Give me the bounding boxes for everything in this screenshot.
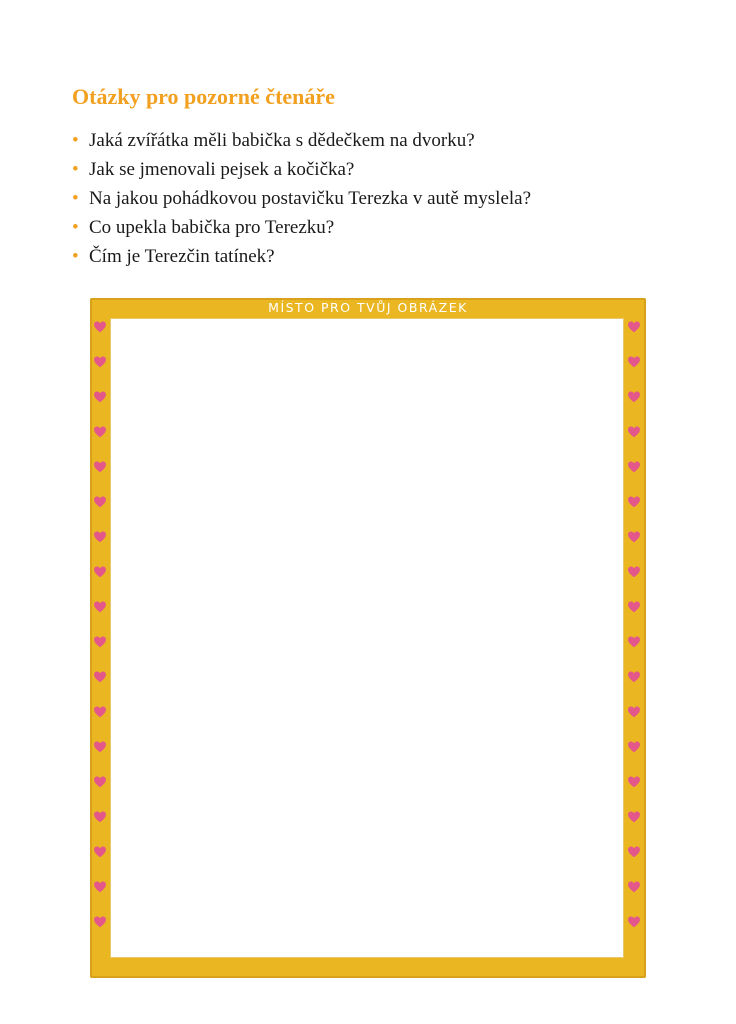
- heart-icon: [93, 355, 107, 369]
- question-text: Jaká zvířátka měli babička s dědečkem na dvorku?: [89, 130, 475, 151]
- heart-icon: [93, 635, 107, 649]
- question-item: [72, 242, 531, 271]
- heart-icon: [93, 495, 107, 509]
- heart-icon: [627, 320, 641, 334]
- heart-icon: [627, 460, 641, 474]
- question-text: Jak se jmenovali pejsek a kočička?: [89, 159, 355, 180]
- question-item: [72, 213, 531, 242]
- hearts-column-right: [624, 320, 644, 950]
- question-text: Čím je Terezčin tatínek?: [89, 246, 275, 267]
- frame-label: MÍSTO PRO TVŮJ OBRÁZEK: [268, 300, 468, 315]
- drawing-frame: [90, 298, 646, 978]
- bullet-icon: •: [72, 246, 79, 267]
- heart-icon: [93, 600, 107, 614]
- heart-icon: [93, 740, 107, 754]
- heart-icon: [627, 495, 641, 509]
- bullet-icon: •: [72, 188, 79, 209]
- question-list: [72, 126, 531, 271]
- heart-icon: [627, 530, 641, 544]
- heart-icon: [93, 565, 107, 579]
- heart-icon: [93, 845, 107, 859]
- heart-icon: [627, 670, 641, 684]
- heart-icon: [627, 565, 641, 579]
- heart-icon: [627, 915, 641, 929]
- heart-icon: [627, 425, 641, 439]
- heart-icon: [93, 460, 107, 474]
- heart-icon: [93, 705, 107, 719]
- heart-icon: [93, 810, 107, 824]
- heart-icon: [627, 705, 641, 719]
- heart-icon: [93, 425, 107, 439]
- heart-icon: [93, 390, 107, 404]
- question-item: [72, 184, 531, 213]
- bullet-icon: •: [72, 217, 79, 238]
- heart-icon: [627, 355, 641, 369]
- heart-icon: [627, 810, 641, 824]
- heart-icon: [627, 390, 641, 404]
- page-heading: Otázky pro pozorné čtenáře: [72, 84, 335, 109]
- question-item: [72, 155, 531, 184]
- drawing-area[interactable]: [110, 318, 624, 958]
- question-item: [72, 126, 531, 155]
- bullet-icon: •: [72, 159, 79, 180]
- heart-icon: [627, 775, 641, 789]
- heart-icon: [93, 530, 107, 544]
- question-text: Co upekla babička pro Terezku?: [89, 217, 335, 238]
- heart-icon: [627, 880, 641, 894]
- heart-icon: [93, 670, 107, 684]
- heart-icon: [627, 740, 641, 754]
- heart-icon: [627, 845, 641, 859]
- heart-icon: [93, 320, 107, 334]
- heart-icon: [93, 775, 107, 789]
- heart-icon: [93, 880, 107, 894]
- question-text: Na jakou pohádkovou postavičku Terezka v autě myslela?: [89, 188, 532, 209]
- hearts-column-left: [90, 320, 110, 950]
- bullet-icon: •: [72, 130, 79, 151]
- heart-icon: [93, 915, 107, 929]
- heart-icon: [627, 600, 641, 614]
- heart-icon: [627, 635, 641, 649]
